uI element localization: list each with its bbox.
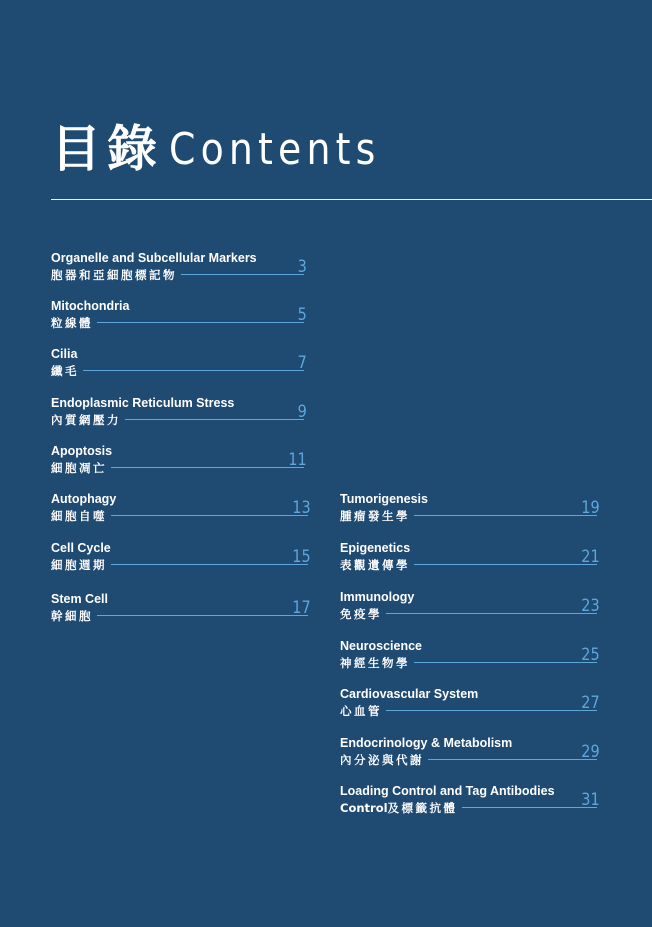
leader-line — [111, 564, 308, 565]
page-title — [51, 118, 415, 180]
entry-english: Apoptosis — [51, 444, 113, 458]
entry-page: 21 — [581, 547, 600, 567]
entry-chinese: 內質網壓力 — [51, 412, 121, 427]
entry-chinese: 心血管 — [340, 703, 382, 718]
entry-english: Epigenetics — [340, 541, 411, 555]
entry-chinese: 免疫學 — [340, 606, 382, 621]
entry-chinese: 幹細胞 — [51, 608, 93, 623]
entry-english: Autophagy — [51, 492, 117, 506]
entry-english: Neuroscience — [340, 639, 422, 653]
toc-entry-autophagy[interactable] — [51, 492, 309, 524]
entry-page: 11 — [288, 450, 307, 470]
leader-line — [111, 467, 304, 468]
entry-page: 3 — [297, 257, 307, 277]
entry-chinese: 粒線體 — [51, 315, 93, 330]
toc-entry-endocrinology[interactable] — [340, 736, 598, 768]
entry-english: Tumorigenesis — [340, 492, 428, 506]
entry-english: Organelle and Subcellular Markers — [51, 251, 257, 265]
leader-line — [97, 615, 308, 616]
entry-english: Endocrinology & Metabolism — [340, 736, 513, 750]
leader-line — [428, 759, 597, 760]
entry-english: Immunology — [340, 590, 415, 604]
toc-entry-apoptosis[interactable] — [51, 444, 305, 476]
entry-english: Cilia — [51, 347, 78, 361]
leader-line — [386, 613, 597, 614]
title-divider — [51, 199, 652, 200]
title-chinese: 目錄 — [51, 120, 163, 178]
entry-page: 27 — [581, 693, 600, 713]
entry-page: 29 — [581, 742, 600, 762]
entry-english: Cell Cycle — [51, 541, 111, 555]
leader-line — [181, 274, 304, 275]
entry-page: 13 — [292, 498, 311, 518]
leader-line — [83, 370, 304, 371]
entry-chinese: 腫瘤發生學 — [340, 508, 410, 523]
toc-entry-cell-cycle[interactable] — [51, 541, 309, 573]
entry-english: Mitochondria — [51, 299, 130, 313]
entry-page: 17 — [292, 598, 311, 618]
leader-line — [414, 515, 597, 516]
entry-english: Stem Cell — [51, 592, 108, 606]
toc-entry-stem-cell[interactable] — [51, 592, 309, 624]
toc-entry-epigenetics[interactable] — [340, 541, 598, 573]
toc-entry-er-stress[interactable] — [51, 396, 305, 428]
entry-chinese: 表觀遺傳學 — [340, 557, 410, 572]
toc-entry-mitochondria[interactable] — [51, 299, 305, 331]
toc-entry-cilia[interactable] — [51, 347, 305, 379]
entry-page: 9 — [297, 402, 307, 422]
entry-chinese: 細胞週期 — [51, 557, 107, 572]
entry-english: Endoplasmic Reticulum Stress — [51, 396, 235, 410]
entry-chinese: 內分泌與代謝 — [340, 752, 424, 767]
entry-chinese: 細胞自噬 — [51, 508, 107, 523]
leader-line — [111, 515, 308, 516]
entry-chinese: 纖毛 — [51, 363, 79, 378]
leader-line — [414, 564, 597, 565]
entry-english: Loading Control and Tag Antibodies — [340, 784, 555, 798]
toc-entry-loading-control[interactable] — [340, 784, 598, 816]
entry-page: 25 — [581, 645, 600, 665]
toc-entry-tumorigenesis[interactable] — [340, 492, 598, 524]
entry-chinese: 神經生物學 — [340, 655, 410, 670]
entry-english-continuation: Control — [340, 800, 388, 815]
title-english: Contents — [169, 124, 381, 175]
toc-entry-neuroscience[interactable] — [340, 639, 598, 671]
toc-entry-organelle[interactable] — [51, 251, 305, 283]
leader-line — [462, 807, 597, 808]
toc-entry-cardiovascular[interactable] — [340, 687, 598, 719]
entry-chinese: 胞器和亞細胞標記物 — [51, 267, 177, 282]
entry-page: 31 — [581, 790, 600, 810]
leader-line — [97, 322, 304, 323]
entry-page: 19 — [581, 498, 600, 518]
entry-page: 23 — [581, 596, 600, 616]
leader-line — [414, 662, 597, 663]
toc-entry-immunology[interactable] — [340, 590, 598, 622]
entry-page: 7 — [297, 353, 307, 373]
entry-page: 5 — [297, 305, 307, 325]
leader-line — [125, 419, 304, 420]
entry-english: Cardiovascular System — [340, 687, 479, 701]
entry-chinese: 及標籤抗體 — [387, 800, 458, 815]
entry-page: 15 — [292, 547, 311, 567]
leader-line — [386, 710, 597, 711]
entry-chinese: 細胞凋亡 — [51, 460, 107, 475]
